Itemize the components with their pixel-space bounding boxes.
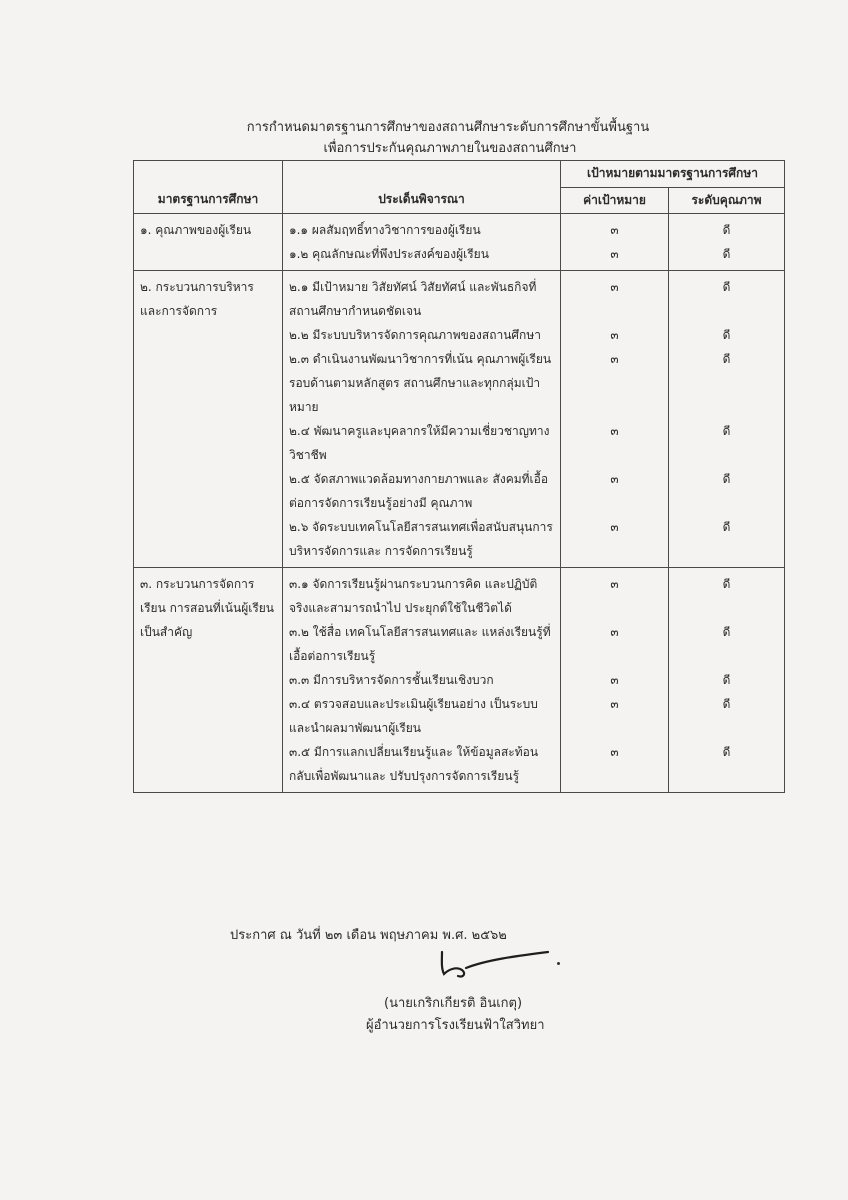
target-value: ๓ [610, 223, 619, 237]
target-value: ๓ [610, 424, 619, 438]
signature-image [436, 946, 556, 986]
standard-name: ๓. กระบวนการจัดการเรียน การสอนที่เน้นผู้เรียน เป็นสำคัญ [140, 577, 275, 639]
issue-text: ๒.๓ ดำเนินงานพัฒนาวิชาการที่เน้น คุณภาพผู้เรียนรอบด้านตามหลักสูตร สถานศึกษาและทุกกลุ่มเป้าหมาย [289, 352, 552, 414]
issue-text: ๓.๓ มีการบริหารจัดการชั้นเรียนเชิงบวก [289, 673, 494, 687]
signer-title: ผู้อำนวยการโรงเรียนฟ้าใสวิทยา [366, 1018, 545, 1033]
quality-level: ดี [722, 520, 731, 534]
issue-item [283, 668, 560, 692]
issue-item [283, 467, 560, 515]
table-row [134, 214, 785, 271]
quality-level: ดี [722, 352, 731, 366]
quality-level: ดี [722, 424, 731, 438]
quality-level: ดี [722, 247, 731, 261]
target-value: ๓ [610, 577, 619, 591]
standard-name: ๒. กระบวนการบริหาร และการจัดการ [140, 280, 254, 318]
header-standard: มาตรฐานการศึกษา [134, 161, 283, 214]
quality-level: ดี [722, 328, 731, 342]
issue-item [283, 620, 560, 668]
issue-item [283, 419, 560, 467]
quality-level: ดี [722, 673, 731, 687]
quality-level: ดี [722, 472, 731, 486]
issue-item [283, 242, 560, 266]
standards-table [133, 160, 785, 793]
issue-text: ๑.๒ คุณลักษณะที่พึงประสงค์ของผู้เรียน [289, 247, 489, 261]
document-subtitle: เพื่อการประกันคุณภาพภายในของสถานศึกษา [323, 141, 577, 156]
header-target-value: ค่าเป้าหมาย [561, 187, 669, 214]
issue-text: ๓.๔ ตรวจสอบและประเมินผู้เรียนอย่าง เป็นระบบและนำผลมาพัฒนาผู้เรียน [289, 697, 538, 735]
target-value: ๓ [610, 697, 619, 711]
quality-level: ดี [722, 745, 731, 759]
table-row [134, 271, 785, 568]
quality-level: ดี [722, 625, 731, 639]
issue-item [283, 692, 560, 740]
issue-text: ๑.๑ ผลสัมฤทธิ์ทางวิชาการของผู้เรียน [289, 223, 481, 237]
target-value: ๓ [610, 472, 619, 486]
header-quality-level: ระดับคุณภาพ [669, 187, 785, 214]
issue-item [283, 218, 560, 242]
header-issue: ประเด็นพิจารณา [283, 161, 561, 214]
target-value: ๓ [610, 745, 619, 759]
table-row [134, 568, 785, 793]
announcement-date: ประกาศ ณ วันที่ ๒๓ เดือน พฤษภาคม พ.ศ. ๒๕๖๒ [230, 928, 507, 943]
quality-level: ดี [722, 697, 731, 711]
issue-item [283, 347, 560, 419]
header-target: เป้าหมายตามมาตรฐานการศึกษา [561, 161, 785, 188]
issue-text: ๒.๖ จัดระบบเทคโนโลยีสารสนเทศเพื่อสนับสนุนการบริหารจัดการและ การจัดการเรียนรู้ [289, 520, 553, 558]
issue-text: ๒.๕ จัดสภาพแวดล้อมทางกายภาพและ สังคมที่เอื้อต่อการจัดการเรียนรู้อย่างมี คุณภาพ [289, 472, 549, 510]
quality-level: ดี [722, 577, 731, 591]
issue-item [283, 740, 560, 788]
issue-text: ๒.๑ มีเป้าหมาย วิสัยทัศน์ วิสัยทัศน์ และพันธกิจที่สถานศึกษากำหนดชัดเจน [289, 280, 537, 318]
signature-dot [557, 962, 560, 965]
issue-text: ๓.๒ ใช้สื่อ เทคโนโลยีสารสนเทศและ แหล่งเรียนรู้ที่เอื้อต่อการเรียนรู้ [289, 625, 551, 663]
target-value: ๓ [610, 673, 619, 687]
target-value: ๓ [610, 280, 619, 294]
issue-text: ๓.๕ มีการแลกเปลี่ยนเรียนรู้และ ให้ข้อมูลสะท้อนกลับเพื่อพัฒนาและ ปรับปรุงการจัดการเรียนรู้ [289, 745, 539, 783]
target-value: ๓ [610, 247, 619, 261]
issue-text: ๒.๔ พัฒนาครูและบุคลากรให้มีความเชี่ยวชาญทางวิชาชีพ [289, 424, 550, 462]
target-value: ๓ [610, 520, 619, 534]
quality-level: ดี [722, 280, 731, 294]
issue-item [283, 323, 560, 347]
target-value: ๓ [610, 328, 619, 342]
issue-text: ๒.๒ มีระบบบริหารจัดการคุณภาพของสถานศึกษา [289, 328, 541, 342]
target-value: ๓ [610, 625, 619, 639]
issue-text: ๓.๑ จัดการเรียนรู้ผ่านกระบวนการคิด และปฏิบัติจริงและสามารถนำไป ประยุกต์ใช้ในชีวิตได้ [289, 577, 538, 615]
issue-item [283, 275, 560, 323]
target-value: ๓ [610, 352, 619, 366]
issue-item [283, 572, 560, 620]
standard-name: ๑. คุณภาพของผู้เรียน [140, 223, 252, 237]
document-title: การกำหนดมาตรฐานการศึกษาของสถานศึกษาระดับการศึกษาขั้นพื้นฐาน [246, 120, 650, 135]
issue-item [283, 515, 560, 563]
quality-level: ดี [722, 223, 731, 237]
signer-name: (นายเกริกเกียรติ อินเกตุ) [384, 996, 523, 1011]
